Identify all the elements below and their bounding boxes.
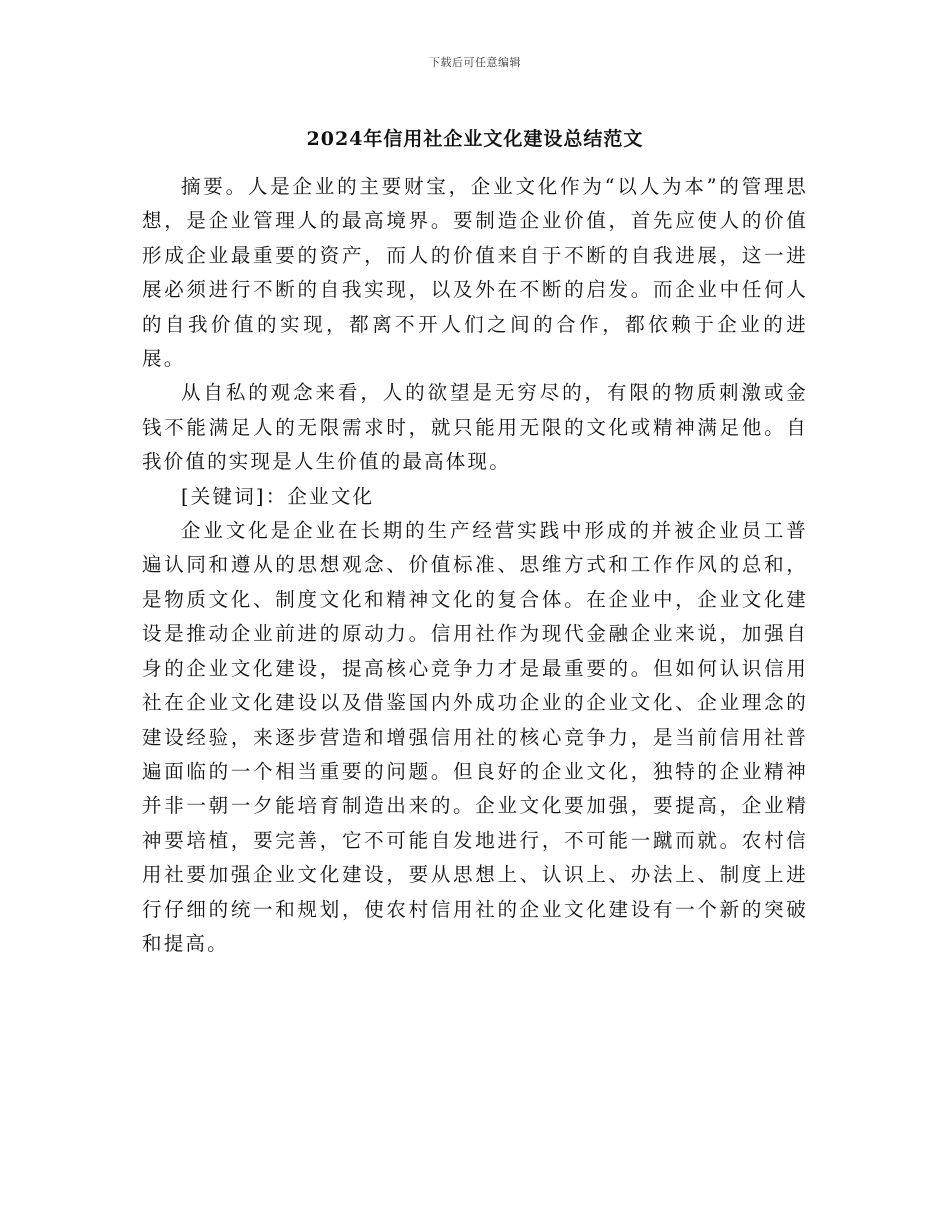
document-title: 2024年信用社企业文化建设总结范文 — [306, 128, 644, 150]
page-header-note: 下载后可任意编辑 — [429, 56, 521, 69]
paragraph-abstract: 摘要。人是企业的主要财宝，企业文化作为“以人为本”的管理思想，是企业管理人的最高境界。要制造企业价值，首先应使人的价值形成企业最重要的资产，而人的价值来自于不断的自我进展，这一进展必须进行不断的自我实现，以及外在不断的启发。而企业中任何人的自我价值的实现，都离不开人们之间的合作，都依赖于企业的进展。 — [142, 175, 808, 371]
paragraph-culture: 企业文化是企业在长期的生产经营实践中形成的并被企业员工普遍认同和遵从的思想观念、价值标准、思维方式和工作作风的总和，是物质文化、制度文化和精神文化的复合体。在企业中，企业文化建设是推动企业前进的原动力。信用社作为现代金融企业来说，加强自身的企业文化建设，提高核心竞争力才是最重要的。但如何认识信用社在企业文化建设以及借鉴国内外成功企业的企业文化、企业理念的建设经验，来逐步营造和增强信用社的核心竞争力，是当前信用社普遍面临的一个相当重要的问题。但良好的企业文化，独特的企业精神并非一朝一夕能培育制造出来的。企业文化要加强，要提高，企业精神要培植，要完善，它不可能自发地进行，不可能一蹴而就。农村信用社要加强企业文化建设，要从思想上、认识上、办法上、制度上进行仔细的统一和规划，使农村信用社的企业文化建设有一个新的突破和提高。 — [142, 519, 808, 955]
document-body — [142, 170, 808, 961]
paragraph-desire: 从自私的观念来看，人的欲望是无穷尽的，有限的物质刺激或金钱不能满足人的无限需求时，就只能用无限的文化或精神满足他。自我价值的实现是人生价值的最高体现。 — [142, 381, 808, 474]
paragraph-keywords: [关键词]：企业文化 — [181, 484, 375, 508]
